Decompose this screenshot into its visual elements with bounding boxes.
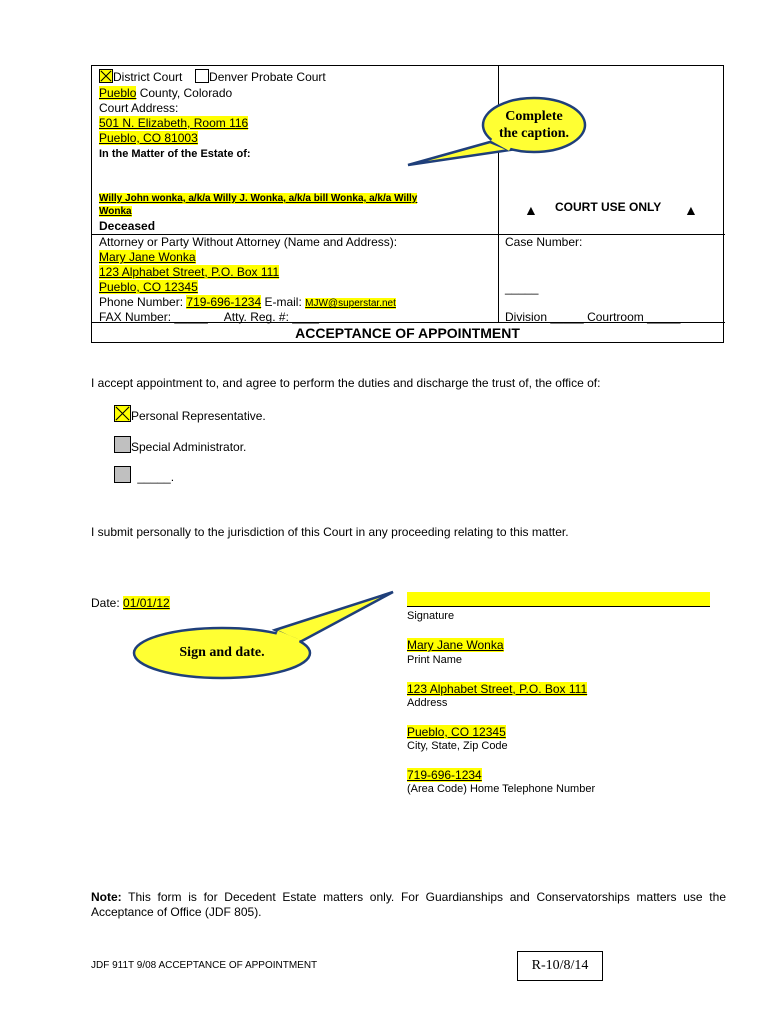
note-paragraph [91,890,726,920]
accept-statement: I accept appointment to, and agree to perform the duties and discharge the trust of, the office of: [91,376,601,390]
attorney-label: Attorney or Party Without Attorney (Name and Address): [99,235,398,249]
revision-box: R-10/8/14 [517,951,603,981]
matter-label: In the Matter of the Estate of: [99,148,251,160]
address-caption: Address [407,697,448,709]
caption-callout-line1: Complete [505,109,563,124]
other-checkbox[interactable] [114,466,131,483]
jurisdiction-statement: I submit personally to the jurisdiction of this Court in any proceeding relating to this matter. [91,525,569,539]
footer-form-id: JDF 911T 9/08 ACCEPTANCE OF APPOINTMENT [91,960,318,971]
option-personal-rep [114,405,266,423]
note-label: Note: [91,890,122,904]
sign-callout-text: Sign and date. [179,645,265,660]
case-number-field[interactable]: _____ [505,281,539,295]
other-period: . [170,470,175,484]
signature-caption: Signature [407,610,455,622]
print-name-value[interactable]: Mary Jane Wonka [407,638,504,652]
print-name-caption: Print Name [407,654,463,666]
county-suffix: County, Colorado [136,86,233,100]
deceased-label: Deceased [99,219,156,233]
other-field[interactable]: _____ [137,470,171,484]
special-admin-label: Special Administrator. [131,440,247,454]
case-number-label: Case Number: [505,235,583,249]
date-value[interactable]: 01/01/12 [123,596,170,610]
phone-email-row [99,295,396,309]
attorney-city[interactable]: Pueblo, CO 12345 [99,280,198,294]
decedent-name-line1[interactable]: Willy John wonka, a/k/a Willy J. Wonka, a/k/a bill Wonka, a/k/a Willy [99,193,418,204]
checkmark-x-icon [115,406,130,421]
denver-probate-checkbox[interactable] [195,69,209,83]
home-phone-caption: (Area Code) Home Telephone Number [407,783,596,795]
atty-reg-field[interactable]: ____ [292,310,319,324]
division-label: Division [505,310,548,324]
checkmark-x-icon [100,70,112,82]
county-line [99,86,232,100]
city-caption: City, State, Zip Code [407,740,508,752]
triangle-right-icon: ▲ [684,202,698,218]
court-address-line1[interactable]: 501 N. Elizabeth, Room 116 [99,116,249,130]
court-address-line2[interactable]: Pueblo, CO 81003 [99,131,198,145]
court-type-row [99,69,326,84]
fax-label: FAX Number: [99,310,172,324]
district-court-label: District Court [113,70,183,84]
sign-callout-shape [125,590,400,685]
courtroom-label: Courtroom [587,310,644,324]
decedent-name-line2[interactable]: Wonka [99,206,132,217]
court-address-label: Court Address: [99,101,179,115]
fax-field[interactable]: _____ [174,310,208,324]
phone-value[interactable]: 719-696-1234 [186,295,262,309]
note-text: This form is for Decedent Estate matters only. For Guardianships and Conservatorships matters use the Acceptance of Office (JDF 805). [91,890,726,919]
email-value[interactable]: MJW@superstar.net [305,298,396,309]
date-label: Date: [91,596,124,610]
division-field[interactable]: _____ [550,310,584,324]
special-admin-checkbox[interactable] [114,436,131,453]
denver-probate-label: Denver Probate Court [209,70,326,84]
signature-field[interactable] [407,592,710,607]
email-label: E-mail: [264,295,302,309]
form-title: ACCEPTANCE OF APPOINTMENT [295,325,520,341]
caption-callout-text [484,108,584,142]
home-phone-value[interactable]: 719-696-1234 [407,768,482,782]
fax-row [99,310,319,324]
personal-rep-checkbox[interactable] [114,405,131,422]
phone-label: Phone Number: [99,295,184,309]
attorney-name[interactable]: Mary Jane Wonka [99,250,196,264]
attorney-street[interactable]: 123 Alphabet Street, P.O. Box 111 [99,265,280,279]
option-special-admin [114,436,246,454]
division-row [505,310,680,324]
personal-rep-label: Personal Representative. [131,409,266,423]
address-value[interactable]: 123 Alphabet Street, P.O. Box 111 [407,682,588,696]
option-other [114,466,174,484]
courtroom-field[interactable]: _____ [647,310,681,324]
atty-reg-label: Atty. Reg. #: [223,310,289,324]
city-value[interactable]: Pueblo, CO 12345 [407,725,506,739]
caption-callout-line2: the caption. [499,126,569,141]
county-name[interactable]: Pueblo [99,86,137,100]
court-use-only-label: COURT USE ONLY [555,200,662,214]
district-court-checkbox[interactable] [99,69,113,83]
triangle-left-icon: ▲ [524,202,538,218]
